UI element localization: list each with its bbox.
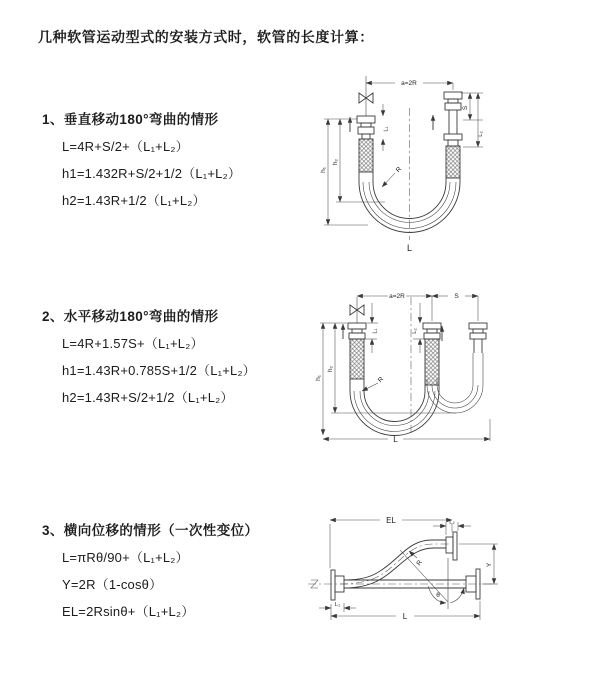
d2-dim-h1-label: h₁ bbox=[315, 375, 322, 381]
d1-radius-label: R bbox=[394, 165, 404, 175]
d3-length-label: L bbox=[402, 612, 408, 621]
section-3-formula-Y: Y=2R（1-cosθ） bbox=[62, 577, 163, 592]
section-lateral-displacement bbox=[42, 517, 258, 625]
section-vertical-180 bbox=[42, 106, 241, 214]
d3-centerline-curve bbox=[340, 544, 451, 584]
page-title: 几种软管运动型式的安装方式时，软管的长度计算： bbox=[38, 29, 374, 45]
d3-dim-y-label: Y bbox=[486, 562, 493, 568]
d2-dim-a-label: a=2R bbox=[389, 293, 405, 301]
d3-angle-label: θ bbox=[436, 592, 440, 599]
section-1-formula-L: L=4R+S/2+（L₁+L₂） bbox=[62, 139, 189, 154]
d1-dim-a-label: a=2R bbox=[401, 80, 417, 88]
section-2-formula-h1: h1=1.43R+0.785S+1/2（L₁+L₂） bbox=[62, 363, 256, 378]
section-1-formula-h2: h2=1.43R+1/2（L₁+L₂） bbox=[62, 193, 206, 208]
section-3-heading: 3、横向位移的情形（一次性变位） bbox=[42, 523, 259, 538]
diagram-lateral-displacement bbox=[300, 506, 595, 661]
d3-dim-l1-label: L₁ bbox=[334, 602, 341, 608]
d1-dim-l1-label: L₁ bbox=[383, 126, 390, 132]
d1-dim-s-label: S bbox=[462, 105, 469, 111]
d2-braid-middle bbox=[425, 339, 439, 385]
d1-dim-l2-label: L₂ bbox=[478, 131, 484, 137]
section-2-formula-h2: h2=1.43R+S/2+1/2（L₁+L₂） bbox=[62, 390, 234, 405]
section-1-heading: 1、垂直移动180°弯曲的情形 bbox=[42, 112, 219, 127]
section-3-formula-L: L=πRθ/90+（L₁+L₂） bbox=[62, 550, 189, 565]
d2-dim-l1-label: L₁ bbox=[372, 328, 379, 334]
section-2-formula-L: L=4R+1.57S+（L₁+L₂） bbox=[62, 336, 204, 351]
d1-braid-left bbox=[359, 139, 373, 172]
section-horizontal-180 bbox=[42, 303, 256, 411]
d2-dim-h2-label: h₂ bbox=[327, 365, 334, 373]
d2-dim-s-label: S bbox=[454, 293, 459, 301]
d2-hose-assembly bbox=[348, 297, 487, 436]
d3-dim-l2-label: L₂ bbox=[449, 519, 455, 526]
section-1-formula-h1: h1=1.432R+S/2+1/2（L₁+L₂） bbox=[62, 166, 242, 181]
d2-length-label: L bbox=[393, 435, 398, 444]
section-2-heading: 2、水平移动180°弯曲的情形 bbox=[42, 309, 219, 324]
d1-braid-right bbox=[446, 146, 460, 178]
d2-dim-l2-label: L₂ bbox=[412, 328, 418, 334]
d1-dim-h1-label: h₁ bbox=[320, 167, 327, 173]
diagram-horizontal-180-bend bbox=[310, 283, 595, 473]
d3-dimensions bbox=[319, 520, 498, 620]
d3-hose-assembly bbox=[331, 532, 480, 609]
d1-dim-h2-label: h₂ bbox=[332, 158, 339, 166]
d3-dim-el-label: EL bbox=[386, 515, 396, 525]
d3-radius-label: R bbox=[415, 559, 424, 568]
d2-braid-left bbox=[350, 339, 364, 379]
d3-labels bbox=[335, 516, 493, 621]
d1-length-label: L bbox=[406, 243, 413, 253]
d2-radius-label: R bbox=[376, 375, 386, 385]
section-3-formula-EL: EL=2Rsinθ+（L₁+L₂） bbox=[62, 604, 195, 619]
diagram-vertical-180-bend bbox=[313, 70, 583, 260]
